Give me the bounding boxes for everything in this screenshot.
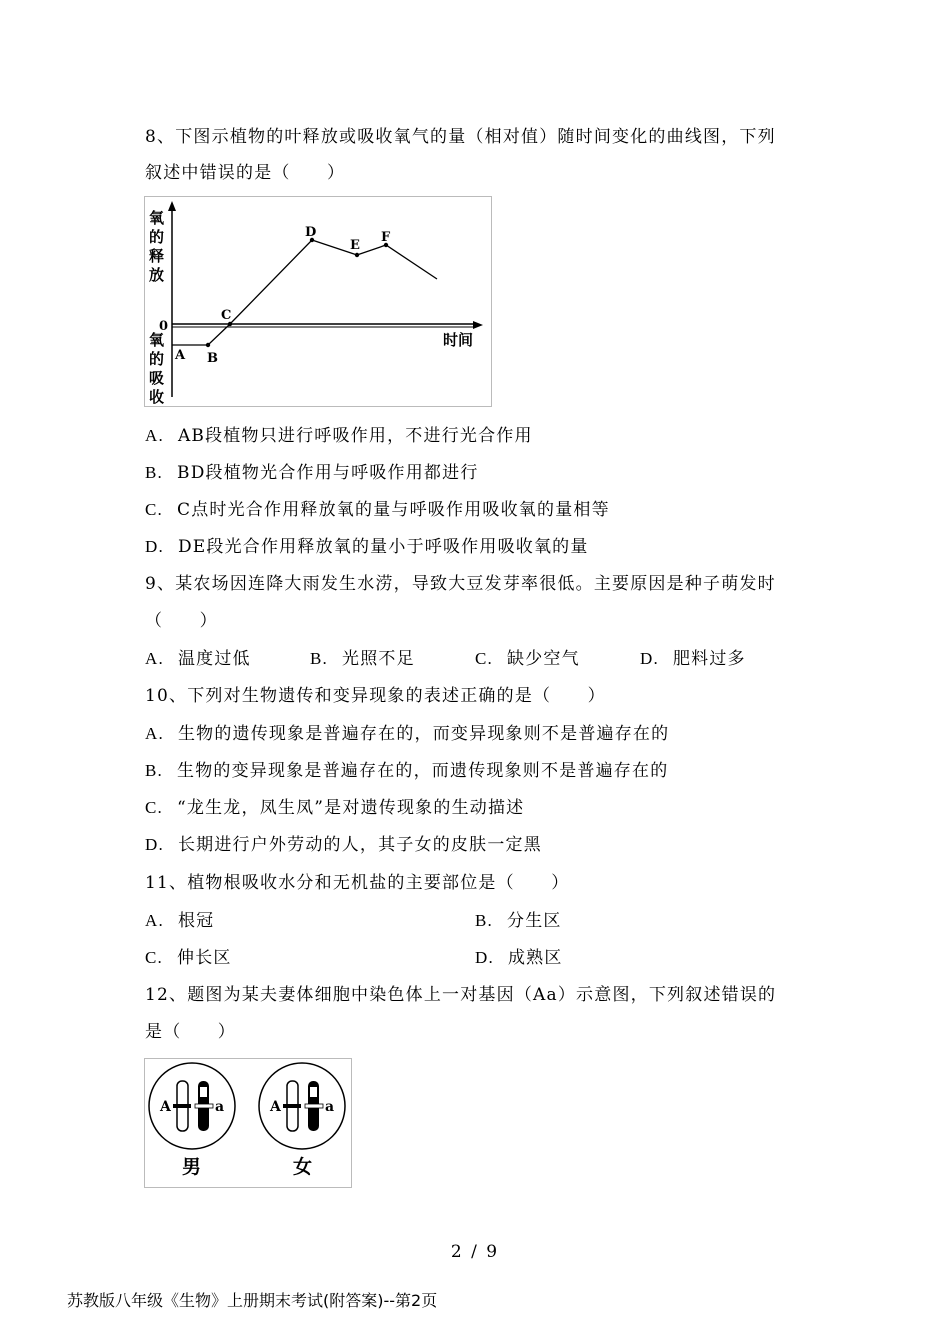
option-text: 缺少空气	[507, 649, 580, 669]
q8-oxygen-curve-figure	[144, 196, 492, 407]
point-a-label: A	[175, 348, 186, 363]
q8-option-b[interactable]	[145, 458, 479, 483]
option-text: 成熟区	[507, 948, 563, 968]
point-b-label: B	[207, 351, 218, 366]
y-bottom-label-1: 氧	[149, 331, 165, 349]
option-letter: B.	[145, 463, 163, 482]
document-footer: 苏教版八年级《生物》上册期末考试(附答案)--第2页	[67, 1291, 438, 1310]
option-letter: A.	[145, 426, 164, 445]
option-letter: C.	[475, 649, 493, 668]
option-text: 肥料过多	[672, 649, 746, 669]
q10-option-d[interactable]	[145, 830, 542, 855]
y-bottom-label-3: 吸	[149, 369, 165, 387]
point-e-label: E	[350, 238, 360, 253]
q11-option-a[interactable]	[145, 906, 214, 931]
option-letter: C.	[145, 500, 163, 519]
female-label: 女	[293, 1156, 313, 1178]
option-text: 光照不足	[342, 649, 415, 669]
y-bottom-label-2: 的	[149, 350, 165, 368]
male-allele-A: A	[160, 1099, 171, 1115]
point-f-label: F	[381, 230, 391, 245]
q9-option-c[interactable]	[475, 644, 580, 669]
q11-option-d[interactable]	[475, 943, 563, 968]
option-letter: C.	[145, 948, 163, 967]
q8-option-c[interactable]	[145, 495, 610, 520]
option-text: 根冠	[177, 911, 215, 931]
y-top-label-2: 的	[149, 228, 165, 246]
option-letter: A.	[145, 649, 164, 668]
option-text: BD段植物光合作用与呼吸作用都进行	[177, 463, 479, 483]
page-number: 2 / 9	[450, 1242, 500, 1262]
option-letter: A.	[145, 911, 164, 930]
male-label: 男	[182, 1156, 202, 1178]
option-text: C点时光合作用释放氧的量与呼吸作用吸收氧的量相等	[177, 500, 610, 520]
point-c-label: C	[221, 308, 232, 323]
q8-option-a[interactable]	[145, 421, 533, 446]
option-text: DE段光合作用释放氧的量小于呼吸作用吸收氧的量	[177, 537, 589, 557]
q12-stem-line1: 12、题图为某夫妻体细胞中染色体上一对基因（Aa）示意图，下列叙述错误的	[145, 985, 777, 1005]
option-letter: B.	[475, 911, 493, 930]
female-allele-a: a	[325, 1099, 335, 1115]
female-allele-A: A	[270, 1099, 281, 1115]
q9-stem-line2: （ ）	[145, 611, 218, 631]
q10-option-a[interactable]	[145, 719, 669, 744]
option-text: 伸长区	[177, 948, 232, 968]
q10-stem: 10、下列对生物遗传和变异现象的表述正确的是（ ）	[145, 686, 606, 706]
q11-option-b[interactable]	[475, 906, 562, 931]
option-letter: C.	[145, 798, 163, 817]
option-letter: D.	[145, 537, 164, 556]
y-top-label-1: 氧	[149, 209, 165, 227]
option-text: AB段植物只进行呼吸作用，不进行光合作用	[177, 426, 533, 446]
q8-curve-svg	[145, 197, 491, 406]
option-text: 生物的变异现象是普遍存在的，而遗传现象则不是普遍存在的	[177, 761, 669, 781]
q12-stem-line2: 是（ ）	[145, 1022, 236, 1042]
option-text: “龙生龙，凤生凤”是对遗传现象的生动描述	[177, 798, 525, 818]
q10-option-b[interactable]	[145, 756, 668, 781]
q10-option-c[interactable]	[145, 793, 524, 818]
q8-option-d[interactable]	[145, 532, 589, 557]
q8-stem-line2: 叙述中错误的是（ ）	[145, 163, 346, 183]
x-axis-label: 时间	[443, 331, 474, 349]
option-letter: D.	[145, 835, 164, 854]
y-bottom-label-4: 收	[149, 388, 165, 406]
y-top-label-4: 放	[149, 266, 165, 284]
option-letter: B.	[145, 761, 163, 780]
q9-option-d[interactable]	[640, 644, 746, 669]
zero-label: 0	[159, 319, 169, 334]
option-letter: D.	[475, 948, 494, 967]
female-cell	[259, 1063, 345, 1149]
option-letter: B.	[310, 649, 328, 668]
q12-chromosome-figure	[144, 1058, 352, 1188]
male-cell	[149, 1063, 235, 1149]
option-text: 温度过低	[177, 649, 251, 669]
y-top-label-3: 释	[149, 247, 165, 265]
q9-option-a[interactable]	[145, 644, 251, 669]
option-text: 分生区	[507, 911, 562, 931]
q11-stem: 11、植物根吸收水分和无机盐的主要部位是（ ）	[145, 873, 570, 893]
q12-chromosome-svg	[145, 1059, 351, 1187]
option-text: 长期进行户外劳动的人，其子女的皮肤一定黑	[177, 835, 542, 855]
q11-option-c[interactable]	[145, 943, 232, 968]
q9-stem-line1: 9、某农场因连降大雨发生水涝，导致大豆发芽率很低。主要原因是种子萌发时	[145, 574, 776, 594]
option-text: 生物的遗传现象是普遍存在的，而变异现象则不是普遍存在的	[177, 724, 670, 744]
point-d-label: D	[305, 225, 317, 240]
option-letter: A.	[145, 724, 164, 743]
q9-option-b[interactable]	[310, 644, 415, 669]
male-allele-a: a	[215, 1099, 225, 1115]
q8-stem-line1: 8、下图示植物的叶释放或吸收氧气的量（相对值）随时间变化的曲线图，下列	[145, 127, 776, 147]
option-letter: D.	[640, 649, 659, 668]
